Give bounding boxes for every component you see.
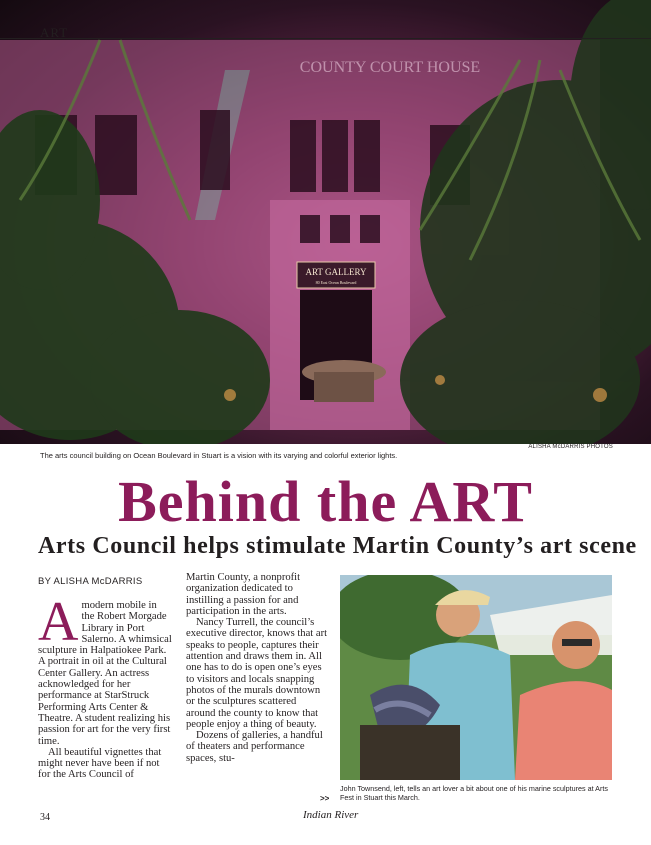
top-rule <box>0 38 651 39</box>
urn-base <box>314 372 374 402</box>
photo-credit: ALISHA McDARRIS PHOTOS <box>528 444 613 450</box>
body-paragraph: Dozens of galleries, a handful of theaters and performance spaces, stu- <box>186 730 323 764</box>
artist-photo-caption: John Townsend, left, tells an art lover a bit about one of his marine sculptures at Arts Fest in Stuart this March. <box>340 784 608 802</box>
body-column-1 <box>38 591 172 781</box>
page-number: 34 <box>40 812 50 823</box>
sculpture-base <box>360 725 460 780</box>
headline: Behind the ART <box>118 469 533 534</box>
sunglasses <box>562 639 592 646</box>
artist-photo <box>340 575 612 780</box>
gallery-sign-text: ART GALLERY <box>305 267 367 277</box>
person-right-shirt <box>515 681 612 780</box>
subhead: Arts Council helps stimulate Martin County’s art scene <box>38 533 637 559</box>
magazine-logo: Indian River <box>303 809 359 821</box>
byline: BY ALISHA McDARRIS <box>38 576 143 587</box>
continues-marker: >> <box>320 794 330 803</box>
body-paragraph <box>38 591 172 747</box>
facade-lettering: COUNTY COURT HOUSE <box>299 59 481 76</box>
hero-caption: The arts council building on Ocean Boulevard in Stuart is a vision with its varying and colorful exterior lights. <box>40 451 398 460</box>
artist-photo-illustration <box>340 575 612 780</box>
body-text: modern mobile in the Robert Morgade Library in Port Salerno. A whimsical sculpture in Halpatiokee Park. A portrait in oil at the Cultural Center Gallery. An actress acknowledged for her performance at StarStruck Performing Arts Center & Theatre. A student realizing his passion for art for the very first time. <box>38 600 172 747</box>
gallery-sign-subtext: 80 East Ocean Boulevard <box>315 280 357 285</box>
drop-cap: A <box>38 591 79 653</box>
body-column-2 <box>186 572 328 764</box>
section-label: ART <box>40 25 69 40</box>
body-paragraph: All beautiful vignettes that might never have been if not for the Arts Council of <box>38 746 162 781</box>
body-paragraph: Nancy Turrell, the council’s executive director, knows that art speaks to people, captures their attention and draws them in. All one has to do is open one’s eyes to visitors and locals snapping photos of the murals downtown or the sculptures scattered around the county to know that people enjoy a thing of beauty. <box>186 617 328 730</box>
body-paragraph: Martin County, a nonprofit organization dedicated to instilling a passion for and participation in the arts. <box>186 572 301 617</box>
